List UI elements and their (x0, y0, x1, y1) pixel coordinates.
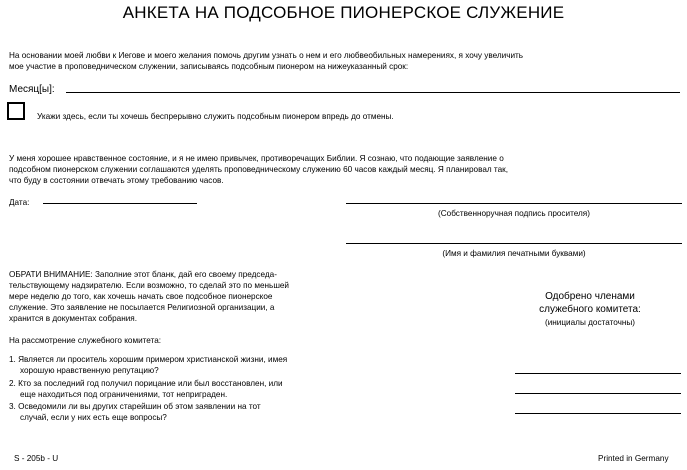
form-code: S - 205b - U (14, 454, 59, 463)
note-line-1: ОБРАТИ ВНИМАНИЕ: Заполние этот бланк, дай его своему председа- (9, 270, 277, 279)
approved-line-2: служебного комитета: (539, 304, 641, 315)
signature-caption: (Собственноручная подпись просителя) (438, 209, 590, 218)
note-line-3: мере неделю до того, как хочешь начать свое подсобное пионерское (9, 292, 273, 301)
signature-line[interactable] (346, 203, 682, 204)
intro-line-1: На основании моей любви к Иегове и моего желания помочь другим узнать о нем и его любвеобильных намерениях, я хочу увеличить (9, 51, 524, 60)
statement-line-2: подсобном пионерском служении соглашаются уделять проповедническому служению 60 часов каждый месяц. Я планировал так, (9, 165, 508, 174)
approved-line-1: Одобрено членами (545, 291, 635, 302)
question-1-line-1: 1. Является ли проситель хорошим примером христианской жизни, имея (9, 355, 288, 364)
committee-initials-line-3[interactable] (515, 413, 681, 414)
date-label: Дата: (9, 198, 30, 207)
committee-initials-line-2[interactable] (515, 393, 681, 394)
printed-in-germany: Printed in Germany (598, 454, 669, 463)
question-2-line-2: еще находиться под ограничениями, тот неприграден. (20, 390, 228, 399)
committee-initials-line-1[interactable] (515, 373, 681, 374)
months-input-line[interactable] (66, 92, 680, 93)
question-3-line-2: случай, если у них есть еще вопросы? (20, 413, 167, 422)
note-line-4: служение. Это заявление не посылается Религиозной организации, а (9, 303, 275, 312)
name-line[interactable] (346, 243, 682, 244)
form-title: АНКЕТА НА ПОДСОБНОЕ ПИОНЕРСКОЕ СЛУЖЕНИЕ (122, 3, 565, 22)
statement-line-3: что буду в состоянии отвечать этому требованию часов. (9, 176, 224, 185)
question-2-line-1: 2. Кто за последний год получил порицание или был восстановлен, или (9, 379, 283, 388)
statement-line-1: У меня хорошее нравственное состояние, и я не имею привычек, противоречащих Библии. Я сознаю, что подающие заявление о (9, 154, 504, 163)
note-line-5: хранится в документах собрания. (9, 314, 138, 323)
committee-heading: На рассмотрение служебного комитета: (9, 336, 162, 345)
approved-line-3: (инициалы достаточны) (544, 318, 636, 327)
checkbox-label: Укажи здесь, если ты хочешь беспрерывно служить подсобным пионером впредь до отмены. (37, 112, 394, 121)
intro-line-2: мое участие в проповедническом служении, записываясь подсобным пионером на нижеуказанный срок: (9, 62, 409, 71)
date-input-line[interactable] (43, 203, 197, 204)
note-line-2: тельствующему надзирателю. Если возможно, то сделай это по меньшей (9, 281, 290, 290)
question-3-line-1: 3. Осведомили ли вы других старейшин об этом заявлении на тот (9, 402, 261, 411)
continuous-checkbox[interactable] (7, 102, 25, 120)
months-label: Месяц[ы]: (9, 84, 55, 95)
name-caption: (Имя и фамилия печатными буквами) (442, 249, 586, 258)
question-1-line-2: хорошую нравственную репутацию? (20, 366, 159, 375)
